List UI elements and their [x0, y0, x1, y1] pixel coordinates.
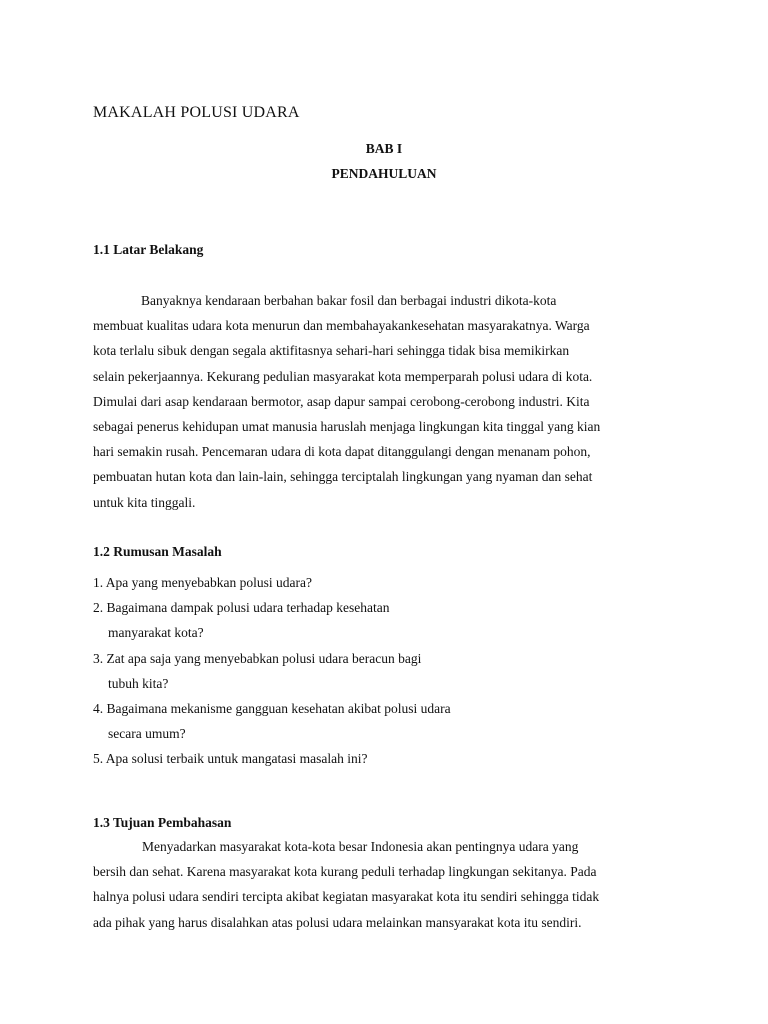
paragraph-line: Banyaknya kendaraan berbahan bakar fosil dan berbagai industri dikota-kota: [141, 293, 557, 308]
paragraph-line: bersih dan sehat. Karena masyarakat kota kurang peduli terhadap lingkungan sekitanya. Pada: [93, 864, 597, 880]
list-item-continuation: manyarakat kota?: [108, 625, 204, 641]
paragraph-line: sebagai penerus kehidupan umat manusia haruslah menjaga lingkungan kita tinggal yang kian: [93, 419, 601, 435]
paragraph-line: kota terlalu sibuk dengan segala aktifitasnya sehari-hari sehingga tidak bisa memikirkan: [93, 343, 570, 359]
paragraph-line: halnya polusi udara sendiri tercipta akibat kegiatan masyarakat kota itu sendiri sehingga tidak: [93, 889, 600, 905]
paragraph-line: untuk kita tinggali.: [93, 494, 196, 510]
list-item: 3. Zat apa saja yang menyebabkan polusi udara beracun bagi: [93, 650, 422, 666]
list-item-continuation: tubuh kita?: [108, 675, 169, 691]
section-heading-latar-belakang: 1.1 Latar Belakang: [93, 242, 204, 257]
paragraph-line: hari semakin rusah. Pencemaran udara di kota dapat ditanggulangi dengan menanam pohon,: [93, 444, 591, 460]
paragraph-line: Dimulai dari asap kendaraan bermotor, asap dapur sampai cerobong-cerobong industri. Kita: [93, 393, 590, 409]
list-item: 5. Apa solusi terbaik untuk mangatasi masalah ini?: [93, 751, 368, 767]
paragraph-line: pembuatan hutan kota dan lain-lain, sehingga terciptalah lingkungan yang nyaman dan sehat: [93, 469, 593, 485]
chapter-title: PENDAHULUAN: [331, 166, 437, 181]
list-item: 1. Apa yang menyebabkan polusi udara?: [93, 575, 312, 590]
list-item: 4. Bagaimana mekanisme gangguan kesehatan akibat polusi udara: [93, 701, 451, 717]
paragraph-tujuan-pembahasan: [93, 834, 683, 935]
paragraph-line: membuat kualitas udara kota menurun dan membahayakankesehatan masyarakatnya. Warga: [93, 318, 590, 334]
paragraph-line: Menyadarkan masyarakat kota-kota besar Indonesia akan pentingnya udara yang: [142, 839, 579, 854]
problem-statement-list: [93, 570, 451, 772]
chapter-number: BAB I: [365, 141, 403, 156]
list-item-continuation: secara umum?: [108, 726, 186, 742]
document-title: MAKALAH POLUSI UDARA: [93, 104, 300, 121]
paragraph-latar-belakang: [93, 288, 683, 515]
list-item: 2. Bagaimana dampak polusi udara terhadap kesehatan: [93, 600, 390, 616]
paragraph-line: ada pihak yang harus disalahkan atas polusi udara melainkan mansyarakat kota itu sendiri.: [93, 914, 582, 930]
section-heading-tujuan-pembahasan: 1.3 Tujuan Pembahasan: [93, 815, 232, 830]
section-heading-rumusan-masalah: 1.2 Rumusan Masalah: [93, 544, 222, 559]
paragraph-line: selain pekerjaannya. Kekurang pedulian masyarakat kota memperparah polusi udara di kota.: [93, 368, 593, 384]
